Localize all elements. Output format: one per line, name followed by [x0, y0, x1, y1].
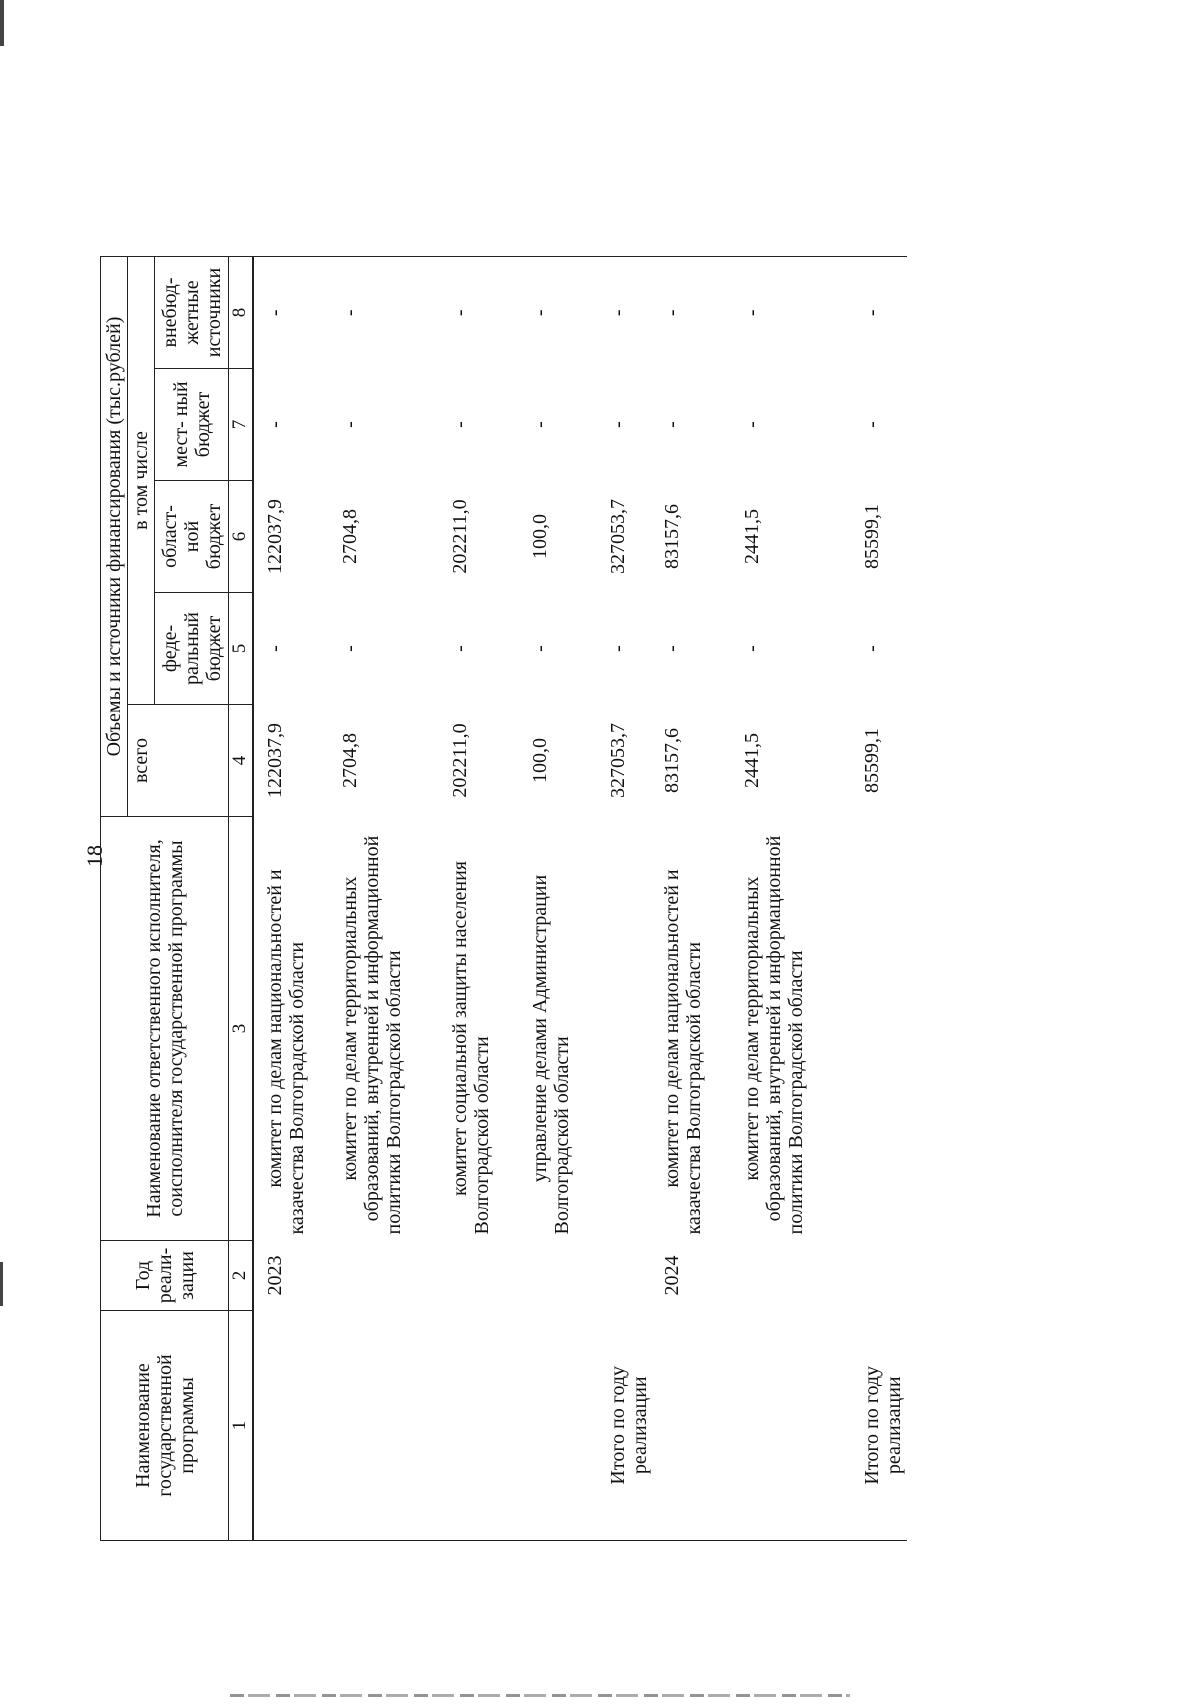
row-federal: - [338, 645, 361, 652]
row-executor: управление делами Администрации Волгоградской области [528, 874, 573, 1235]
row-total: 85599,1 [860, 728, 883, 793]
row-executor: комитет по делам национальностей и казачества Волгоградской области [263, 869, 308, 1235]
header-row-1 [101, 257, 128, 1541]
row-total: 327053,7 [606, 723, 629, 798]
row-year: 2024 [660, 1255, 683, 1296]
row-year [331, 1241, 441, 1311]
row-extra: - [253, 257, 331, 369]
table-row [521, 257, 599, 1541]
header-total: всего [128, 705, 229, 817]
row-regional: 2441,5 [740, 509, 763, 564]
row-local: - [860, 421, 883, 428]
header-year: Год реали- зации [101, 1241, 229, 1311]
row-regional: 122037,9 [263, 499, 286, 574]
row-year [853, 1241, 907, 1311]
column-number-7: 7 [229, 369, 253, 481]
row-federal: - [528, 645, 551, 652]
row-total: 2704,8 [338, 733, 361, 788]
table-row [331, 257, 441, 1541]
row-executor: комитет по делам территориальных образований, внутренней и информационной политики Волгоградской области [338, 835, 405, 1235]
row-extra: - [853, 257, 907, 369]
row-regional: 83157,6 [660, 504, 683, 569]
row-year [599, 1241, 653, 1311]
row-year [441, 1241, 521, 1311]
row-local: - [660, 421, 683, 428]
row-extra: - [521, 257, 599, 369]
row-program [653, 1311, 733, 1541]
row-regional: 327053,7 [606, 499, 629, 574]
row-executor: комитет по делам национальностей и казачества Волгоградской области [660, 869, 705, 1235]
row-program [521, 1311, 599, 1541]
row-federal: - [606, 645, 629, 652]
row-program [441, 1311, 521, 1541]
row-federal: - [660, 645, 683, 652]
table-row [441, 257, 521, 1541]
row-year [733, 1241, 853, 1311]
row-regional: 2704,8 [338, 509, 361, 564]
row-federal: - [740, 645, 763, 652]
table-row [653, 257, 733, 1541]
row-federal: - [448, 645, 471, 652]
header-program-name: Наименование государственной программы [101, 1311, 229, 1541]
row-program: Итого по году реализации [599, 1311, 653, 1541]
column-number-8: 8 [229, 257, 253, 369]
row-federal: - [263, 645, 286, 652]
header-regional: област- ной бюджет [155, 481, 229, 593]
row-regional: 100,0 [528, 514, 551, 559]
header-column-numbers [229, 257, 253, 1541]
column-number-5: 5 [229, 593, 253, 705]
row-program: Итого по году реализации [853, 1311, 907, 1541]
row-extra: - [331, 257, 441, 369]
row-extra: - [599, 257, 653, 369]
row-program [253, 1311, 331, 1541]
row-program [331, 1311, 441, 1541]
row-local: - [740, 421, 763, 428]
row-total: 122037,9 [263, 723, 286, 798]
column-number-1: 1 [229, 1311, 253, 1541]
table-row [253, 257, 331, 1541]
header-including: в том числе [128, 257, 155, 705]
row-total: 100,0 [528, 738, 551, 783]
row-total: 83157,6 [660, 728, 683, 793]
table-row [733, 257, 853, 1541]
column-number-4: 4 [229, 705, 253, 817]
table-row-subtotal [599, 257, 653, 1541]
header-federal: феде- ральный бюджет [155, 593, 229, 705]
row-extra: - [653, 257, 733, 369]
column-number-3: 3 [229, 817, 253, 1241]
row-program [733, 1311, 853, 1541]
row-local: - [606, 421, 629, 428]
row-federal: - [860, 645, 883, 652]
row-year: 2023 [263, 1255, 286, 1296]
header-executor: Наименование ответственного исполнителя, соисполнителя государственной программы [101, 817, 229, 1241]
row-local: - [528, 421, 551, 428]
row-total: 202211,0 [448, 723, 471, 798]
column-number-6: 6 [229, 481, 253, 593]
row-total: 2441,5 [740, 733, 763, 788]
page-number: 18 [82, 845, 107, 867]
header-local: мест- ный бюджет [155, 369, 229, 481]
row-local: - [448, 421, 471, 428]
row-extra: - [733, 257, 853, 369]
row-executor: комитет социальной защиты населения Волгоградской области [448, 861, 493, 1235]
row-executor: комитет по делам территориальных образований, внутренней и информационной политики Волгоградской области [740, 835, 807, 1235]
row-executor [853, 817, 907, 1241]
header-volumes: Объемы и источники финансирования (тыс.рублей) [101, 257, 128, 817]
row-local: - [338, 421, 361, 428]
header-extra: внебюд- жетные источники [155, 257, 229, 369]
row-executor [599, 817, 653, 1241]
column-number-2: 2 [229, 1241, 253, 1311]
row-local: - [263, 421, 286, 428]
table-row-subtotal [853, 257, 907, 1541]
financing-table [100, 256, 907, 1541]
row-regional: 85599,1 [860, 504, 883, 569]
row-regional: 202211,0 [448, 499, 471, 574]
row-extra: - [441, 257, 521, 369]
row-year [521, 1241, 599, 1311]
